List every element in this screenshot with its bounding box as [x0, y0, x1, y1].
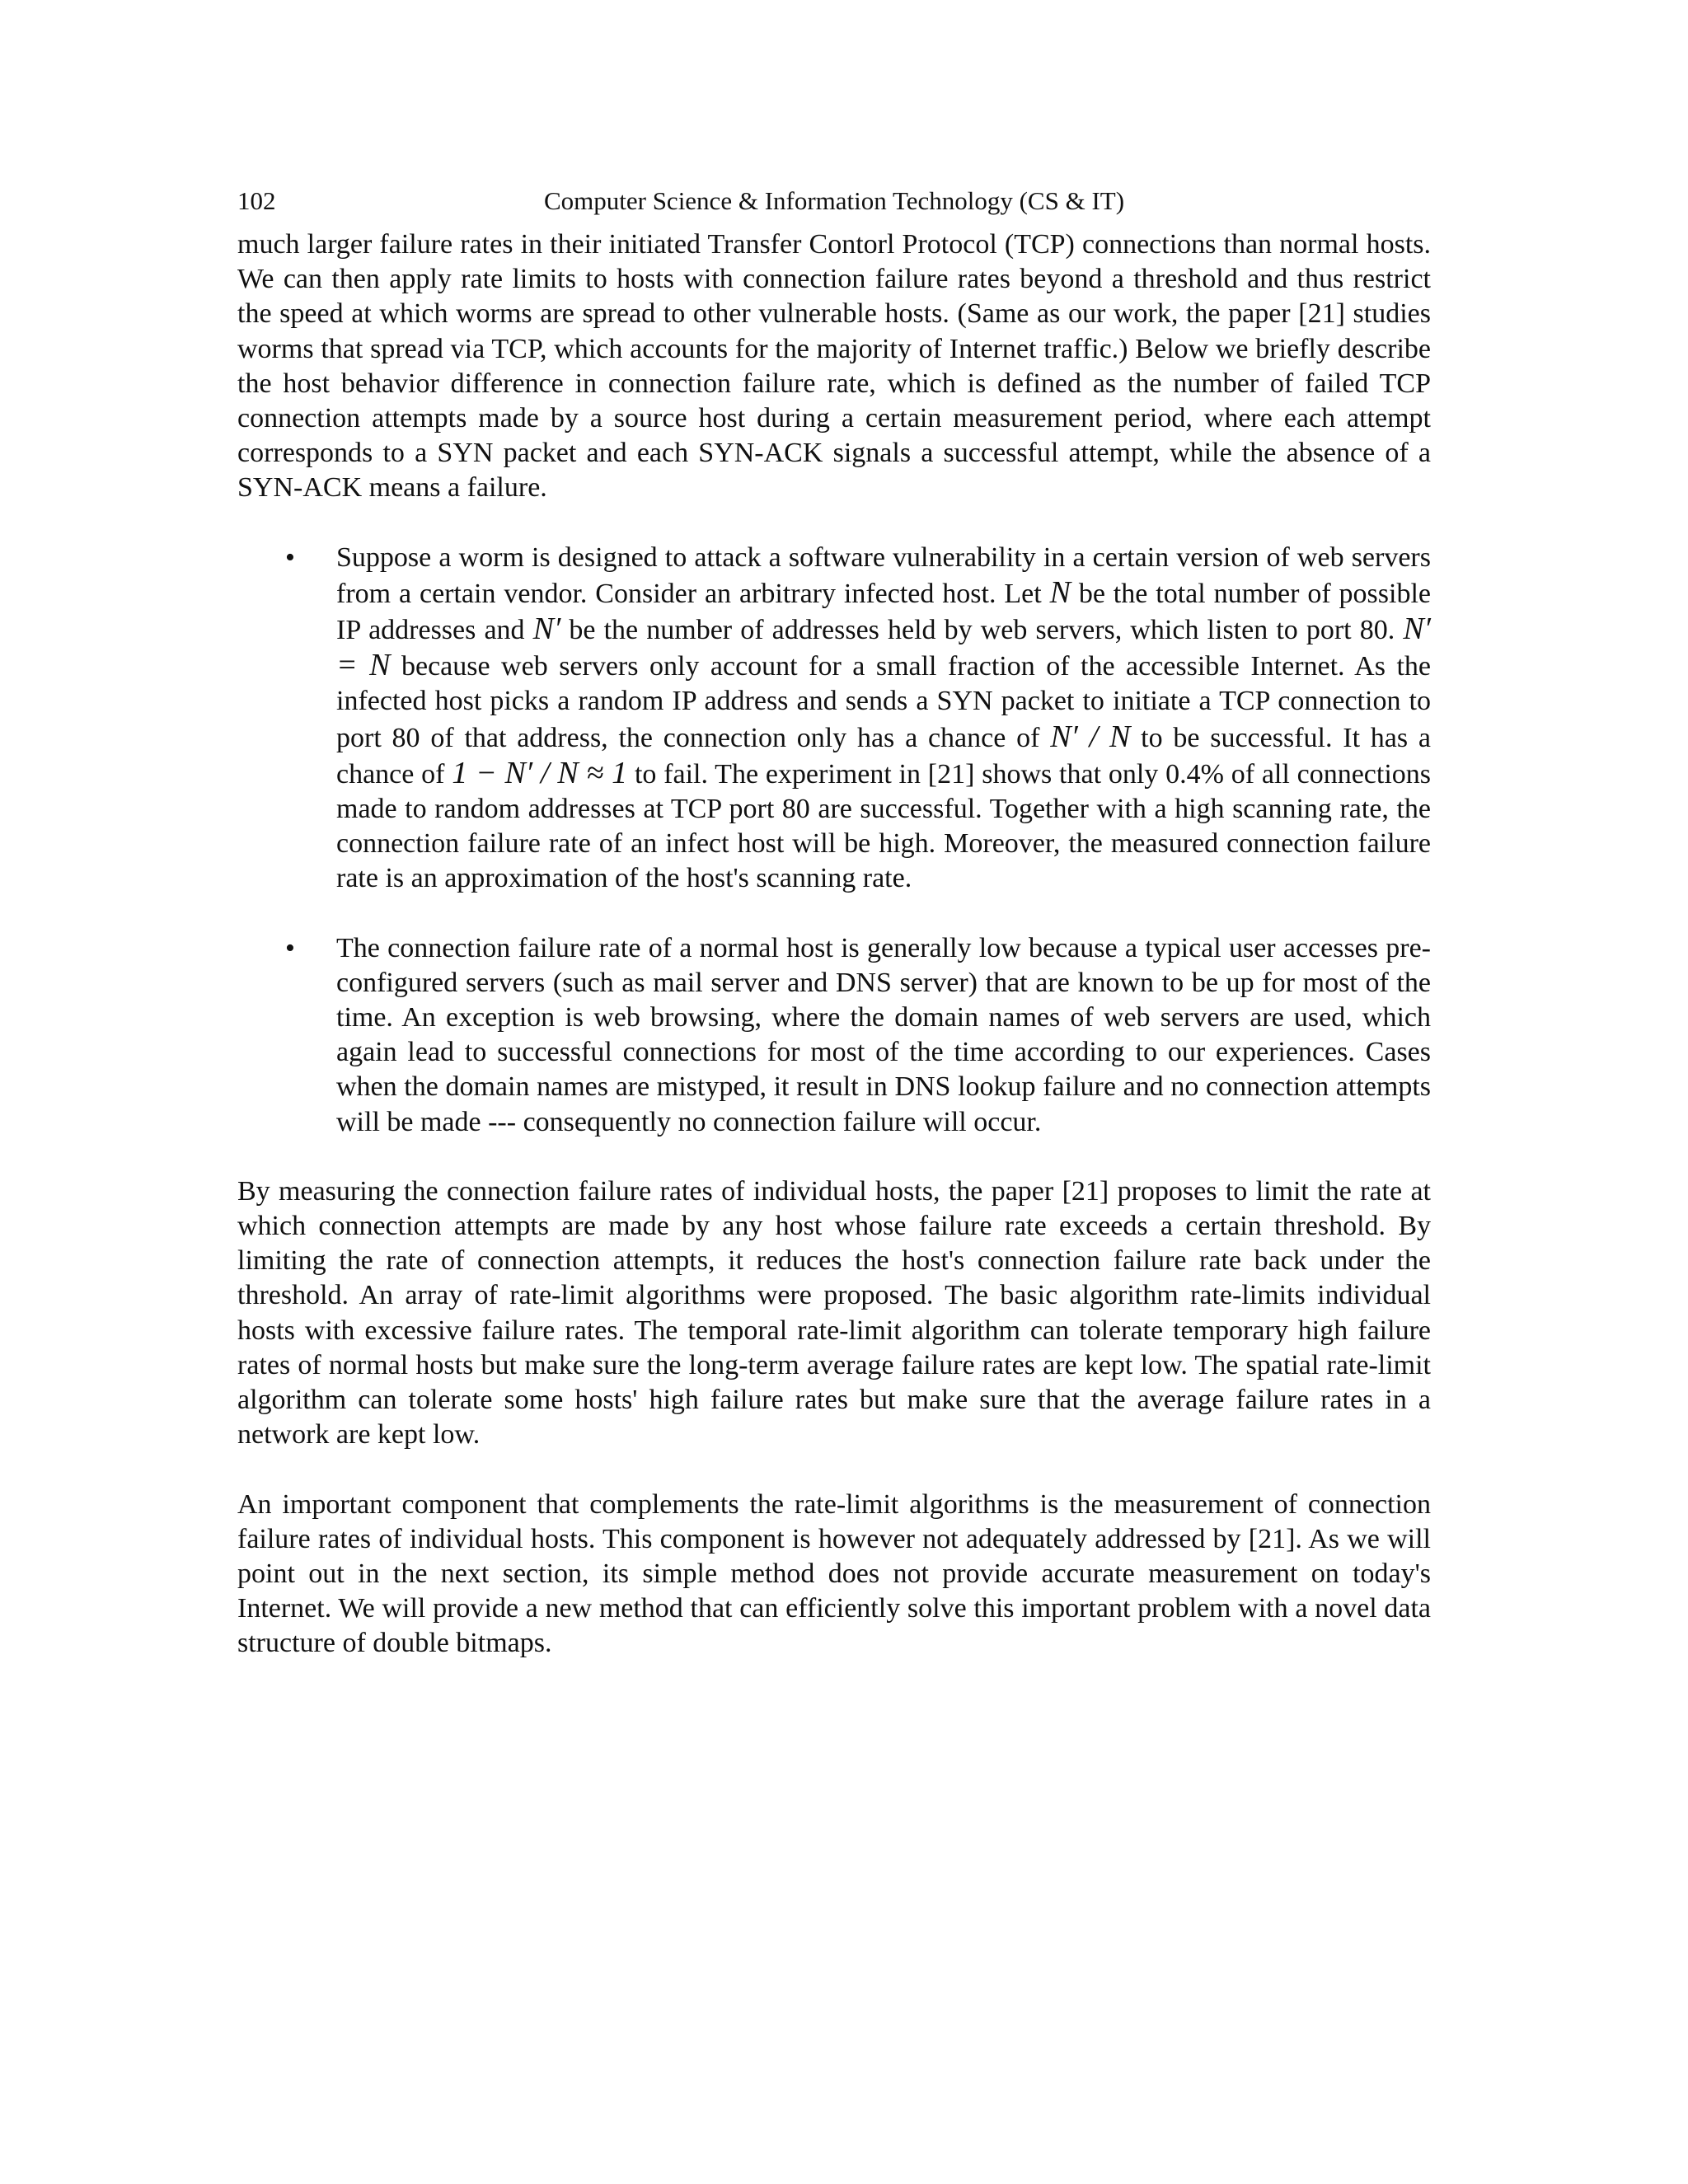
intro-paragraph: much larger failure rates in their initiated Transfer Contorl Protocol (TCP) connections than normal hosts. We can then apply rate limits to hosts with connection failure rates beyond a threshold and thus restrict the speed at which worms are spread to other vulnerable hosts. (Same as our work, the paper [21] studies worms that spread via TCP, which accounts for the majority of Internet traffic.) Below we briefly describe the host behavior difference in connection failure rate, which is defined as the number of failed TCP connection attempts made by a source host during a certain measurement period, where each attempt corresponds to a SYN packet and each SYN-ACK signals a successful attempt, while the absence of a SYN-ACK means a failure. [237, 229, 1431, 504]
math-n-prime: N′ [532, 612, 561, 647]
bullet-text: The connection failure rate of a normal host is generally low because a typical user accesses pre-configured servers (such as mail server and DNS server) that are known to be up for most of the time. An exception is web browsing, where the domain names of web servers are used, which again lead to successful connections for most of the time according to our experiences. Cases when the domain names are mistyped, it result in DNS lookup failure and no connection attempts will be made --- consequently no connection failure will occur. [336, 932, 1431, 1137]
bullet-icon: • [285, 932, 295, 963]
math-success-ratio: N′ / N [1050, 719, 1131, 754]
bullet-text: be the total number of possible IP addresses and [336, 578, 1431, 646]
math-failure-ratio: 1 − N′ / N ≈ 1 [452, 755, 628, 790]
bullet-text: to fail. The experiment in [21] shows that only 0.4% of all connections made to random addresses at TCP port 80 are successful. Together with a high scanning rate, the connection failure rate of an infect host will be high. Moreover, the measured connection failure rate is an approximation of the host's scanning rate. [336, 758, 1432, 894]
math-n-prime-equals-n: N′ = N [336, 612, 1431, 683]
body-paragraph-rate-limit: By measuring the connection failure rates of individual hosts, the paper [21] proposes to limit the rate at which connection attempts are made by any host whose failure rate exceeds a certain threshold. By limiting the rate of connection attempts, it reduces the host's connection failure rate back under the threshold. An array of rate-limit algorithms were proposed. The basic algorithm rate-limits individual hosts with excessive failure rates. The temporal rate-limit algorithm can tolerate temporary high failure rates of normal hosts but make sure the long-term average failure rates are kept low. The spatial rate-limit algorithm can tolerate some hosts' high failure rates but make sure that the average failure rates in a network are kept low. [237, 1175, 1431, 1451]
bullet-text: Suppose a worm is designed to attack a software vulnerability in a certain version of web servers from a certain vendor. Consider an arbitrary infected host. Let [336, 541, 1431, 609]
bullet-text: be the number of addresses held by web servers, which listen to port 80. [560, 615, 1404, 646]
bullet-item-normal-host [237, 931, 1431, 1140]
page-number: 102 [237, 186, 276, 215]
bullet-icon: • [285, 541, 295, 573]
paper-page [237, 183, 1431, 1661]
running-title: Computer Science & Information Technology (CS & IT) [543, 186, 1125, 215]
bullet-item-worm-scanning [237, 541, 1431, 897]
bullet-text: because web servers only account for a small fraction of the accessible Internet. As the infected host picks a random IP address and sends a SYN packet to initiate a TCP connection to port 80 of that address, the connection only has a chance of [336, 651, 1431, 753]
bullet-text: to be successful. It has a chance of [336, 722, 1431, 790]
page-header [237, 183, 1431, 219]
body-paragraph-measurement: An important component that complements the rate-limit algorithms is the measurement of connection failure rates of individual hosts. This component is however not adequately addressed by [21]. As we will point out in the next section, its simple method does not provide accurate measurement on today's Internet. We will provide a new method that can efficiently solve this important problem with a novel data structure of double bitmaps. [237, 1488, 1431, 1659]
bullet-list [237, 541, 1431, 1140]
math-n: N [1049, 574, 1071, 610]
